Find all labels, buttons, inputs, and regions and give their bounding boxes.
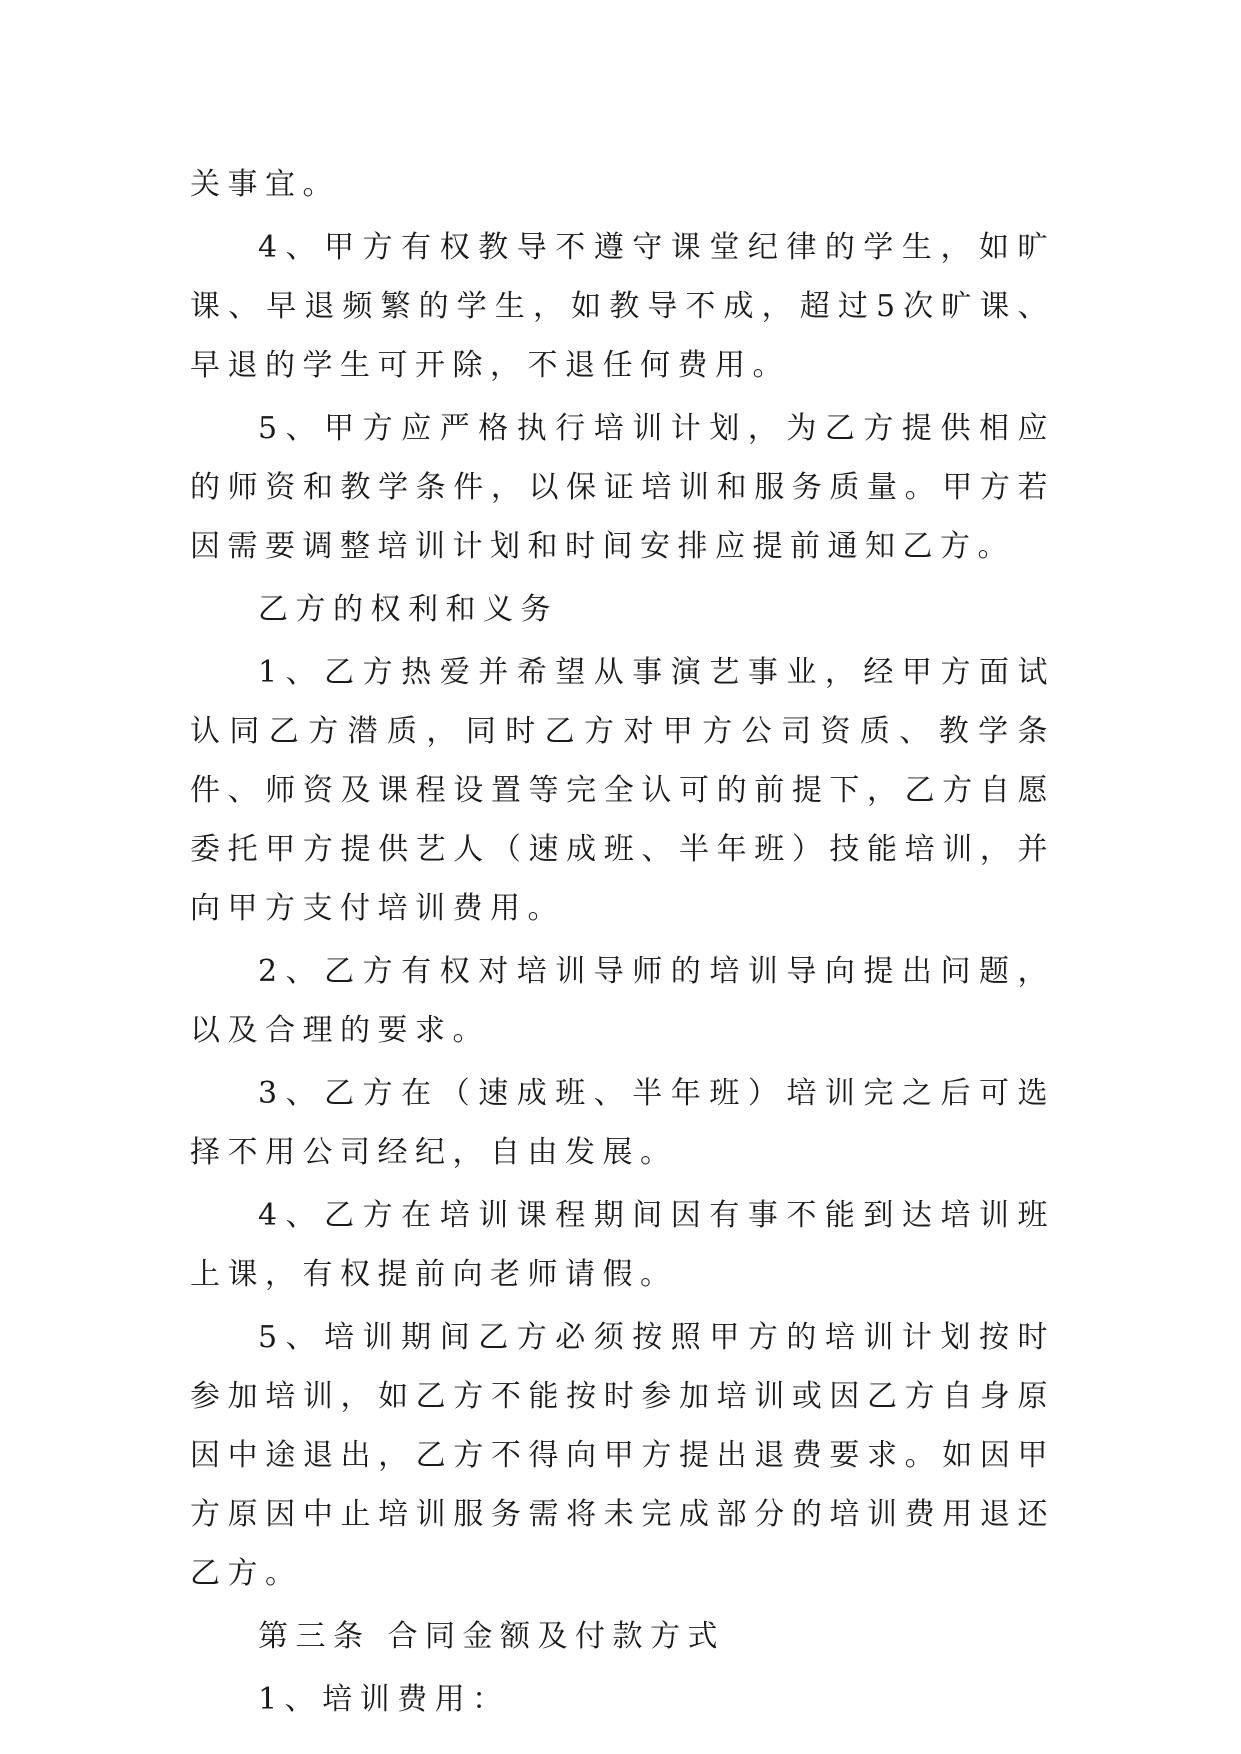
paragraph-fee-item-1: 1、培训费用： [258, 1682, 510, 1717]
paragraph-continuation: 关事宜。 [190, 167, 340, 202]
paragraph-party-b-item-1: 1、乙方热爱并希望从事演艺事业，经甲方面试认同乙方潜质，同时乙方对甲方公司资质、教学条件、师资及课程设置等完全认可的前提下，乙方自愿委托甲方提供艺人（速成班、半年班）技能培训，并向甲方支付培训费用。 [190, 655, 1055, 926]
paragraph-party-b-item-3: 3、乙方在（速成班、半年班）培训完之后可选择不用公司经纪，自由发展。 [190, 1076, 1055, 1170]
document-page [190, 155, 1055, 1733]
paragraph-party-b-item-5: 5、培训期间乙方必须按照甲方的培训计划按时参加培训，如乙方不能按时参加培训或因乙方自身原因中途退出，乙方不得向甲方提出退费要求。如因甲方原因中止培训服务需将未完成部分的培训费用退还乙方。 [190, 1320, 1055, 1591]
article-heading-3: 第三条 合同金额及付款方式 [258, 1619, 726, 1654]
paragraph-party-b-item-4: 4、乙方在培训课程期间因有事不能到达培训班上课，有权提前向老师请假。 [190, 1198, 1055, 1292]
paragraph-party-a-item-5: 5、甲方应严格执行培训计划，为乙方提供相应的师资和教学条件，以保证培训和服务质量。甲方若因需要调整培训计划和时间安排应提前通知乙方。 [190, 411, 1055, 564]
paragraph-party-b-item-2: 2、乙方有权对培训导师的培训导向提出问题，以及合理的要求。 [190, 954, 1055, 1048]
section-heading-party-b: 乙方的权利和义务 [258, 592, 558, 627]
paragraph-party-a-item-4: 4、甲方有权教导不遵守课堂纪律的学生，如旷课、早退频繁的学生，如教导不成，超过5次旷课、早退的学生可开除，不退任何费用。 [190, 230, 1055, 383]
